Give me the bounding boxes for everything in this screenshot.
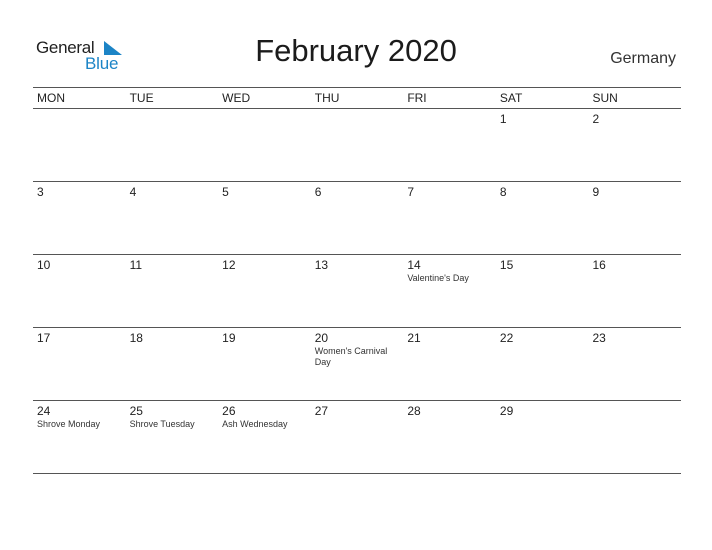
day-number: 8 bbox=[499, 185, 507, 199]
day-number: 27 bbox=[314, 404, 329, 418]
day-number: 25 bbox=[129, 404, 143, 418]
day-number: 5 bbox=[222, 185, 229, 199]
day-number: 28 bbox=[407, 404, 421, 418]
day-number: 12 bbox=[222, 258, 236, 272]
day-number: 24 bbox=[37, 404, 51, 418]
day-number: 4 bbox=[129, 185, 137, 199]
calendar-week-row bbox=[33, 401, 681, 474]
day-cell bbox=[588, 182, 681, 254]
day-cell bbox=[311, 255, 404, 327]
day-number: 1 bbox=[499, 112, 507, 126]
day-cell bbox=[403, 109, 496, 181]
holiday-label: Women's Carnival Day bbox=[314, 346, 388, 367]
calendar-grid bbox=[33, 87, 681, 474]
weekday-sun: SUN bbox=[592, 91, 618, 105]
country-label: Germany bbox=[610, 50, 676, 67]
day-number: 13 bbox=[314, 258, 329, 272]
weekday-thu: THU bbox=[314, 91, 340, 105]
day-cell bbox=[33, 328, 126, 400]
day-cell bbox=[33, 182, 126, 254]
day-cell bbox=[588, 328, 681, 400]
day-number: 15 bbox=[499, 258, 514, 272]
holiday-label: Ash Wednesday bbox=[222, 419, 288, 429]
day-cell bbox=[403, 255, 496, 327]
day-cell bbox=[218, 328, 311, 400]
day-cell bbox=[311, 328, 404, 400]
day-cell bbox=[126, 255, 219, 327]
holiday-label: Shrove Monday bbox=[37, 419, 101, 429]
weekday-tue: TUE bbox=[129, 91, 154, 105]
day-cell bbox=[126, 182, 219, 254]
day-cell bbox=[126, 328, 219, 400]
day-cell bbox=[403, 401, 496, 473]
day-cell bbox=[311, 182, 404, 254]
day-number: 29 bbox=[499, 404, 514, 418]
day-cell bbox=[126, 401, 219, 473]
day-cell bbox=[496, 182, 589, 254]
day-cell bbox=[588, 109, 681, 181]
day-cell bbox=[496, 328, 589, 400]
logo-text-general: General bbox=[36, 38, 95, 57]
day-number: 10 bbox=[37, 258, 51, 272]
day-cell bbox=[403, 328, 496, 400]
day-cell bbox=[218, 182, 311, 254]
day-number: 18 bbox=[129, 331, 143, 345]
day-number: 16 bbox=[592, 258, 606, 272]
weekday-mon: MON bbox=[37, 91, 65, 105]
weekday-header bbox=[33, 87, 681, 109]
calendar-week-row bbox=[33, 255, 681, 328]
day-number: 21 bbox=[407, 331, 421, 345]
weekday-fri: FRI bbox=[407, 91, 427, 105]
day-cell bbox=[33, 109, 126, 181]
day-cell bbox=[218, 109, 311, 181]
day-cell bbox=[496, 401, 589, 473]
logo-text-blue: Blue bbox=[85, 54, 119, 73]
day-cell bbox=[496, 255, 589, 327]
day-cell bbox=[126, 109, 219, 181]
calendar-week-row bbox=[33, 109, 681, 182]
weekday-wed: WED bbox=[222, 91, 251, 105]
day-number: 6 bbox=[314, 185, 322, 199]
day-number: 26 bbox=[222, 404, 236, 418]
holiday-label: Valentine's Day bbox=[407, 273, 469, 283]
day-cell bbox=[218, 401, 311, 473]
day-cell bbox=[218, 255, 311, 327]
day-cell bbox=[33, 401, 126, 473]
day-number: 20 bbox=[314, 331, 329, 345]
day-number: 22 bbox=[499, 331, 514, 345]
holiday-label: Shrove Tuesday bbox=[129, 419, 195, 429]
day-cell bbox=[588, 401, 681, 473]
day-number: 2 bbox=[592, 112, 600, 126]
day-cell bbox=[311, 401, 404, 473]
day-number: 23 bbox=[592, 331, 606, 345]
day-number: 14 bbox=[407, 258, 421, 272]
day-number: 7 bbox=[407, 185, 414, 199]
day-cell bbox=[496, 109, 589, 181]
day-number: 9 bbox=[592, 185, 600, 199]
page-title: February 2020 bbox=[255, 33, 457, 68]
day-number: 11 bbox=[129, 258, 143, 272]
day-number: 17 bbox=[37, 331, 51, 345]
calendar-week-row bbox=[33, 182, 681, 255]
day-cell bbox=[403, 182, 496, 254]
day-cell bbox=[311, 109, 404, 181]
day-cell bbox=[33, 255, 126, 327]
calendar-weeks bbox=[33, 109, 681, 474]
weekday-sat: SAT bbox=[499, 91, 523, 105]
calendar-week-row bbox=[33, 328, 681, 401]
day-number: 3 bbox=[37, 185, 44, 199]
day-number: 19 bbox=[222, 331, 236, 345]
day-cell bbox=[588, 255, 681, 327]
